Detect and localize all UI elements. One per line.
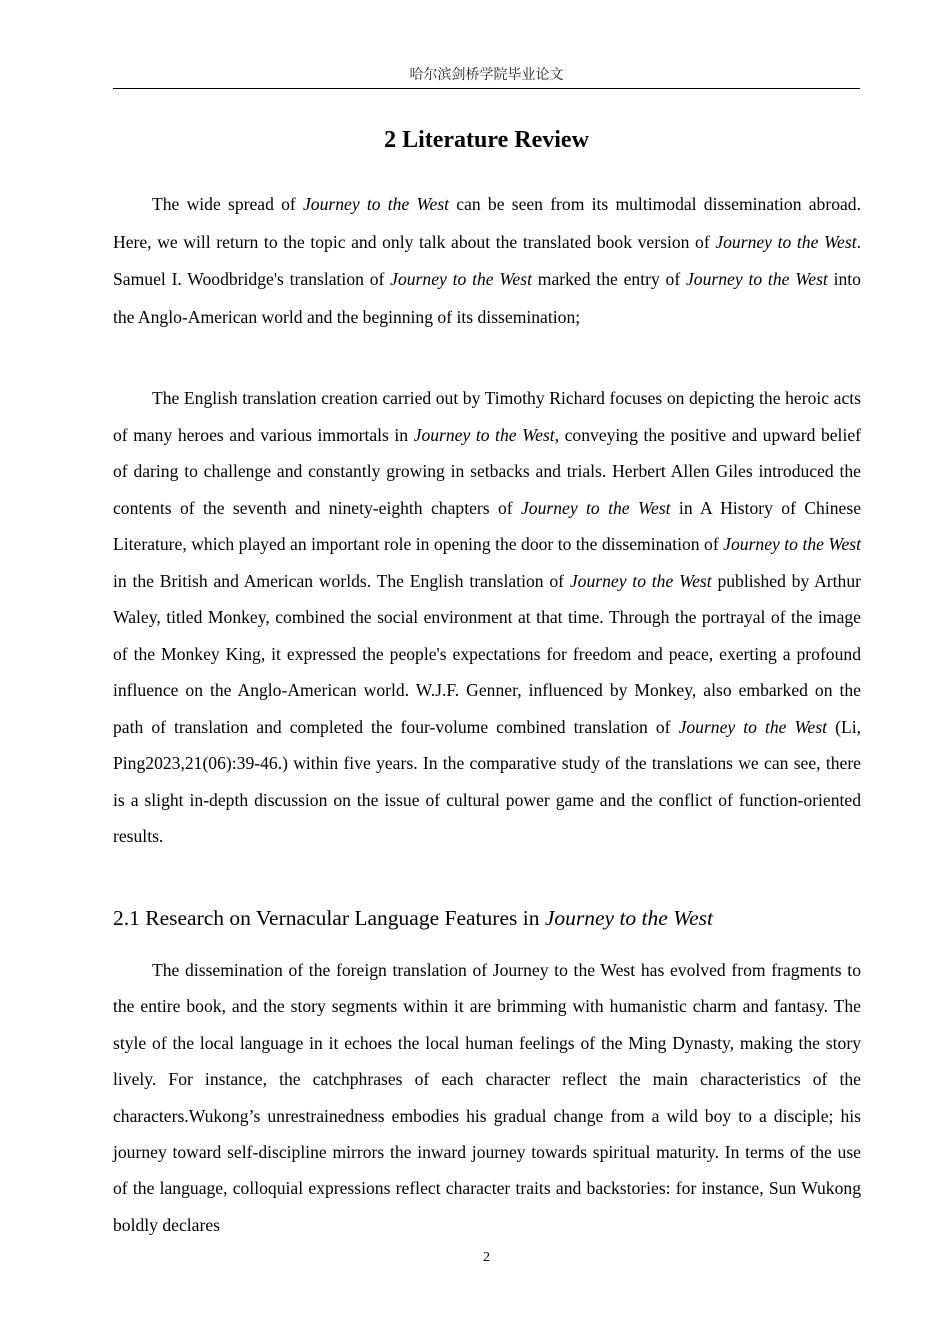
book-title: Journey to the West — [686, 269, 828, 289]
book-title: Journey to the West — [521, 497, 671, 518]
paragraph-translators — [113, 380, 861, 855]
page-number: 2 — [483, 1250, 490, 1265]
book-title: Journey to the West — [390, 269, 532, 289]
section-heading-text: 2.1 Research on Vernacular Language Features in — [113, 906, 545, 930]
section-heading — [113, 901, 861, 935]
header-divider — [113, 88, 860, 89]
text-run: marked the entry of — [531, 269, 686, 289]
chapter-title: 2 Literature Review — [384, 127, 589, 153]
book-title: Journey to the West — [544, 906, 714, 930]
text-run: (Li, Ping2023,21(06):39-46.) within five years. In the comparative study of the translations we can see, there is a slight in-depth discussion on the issue of cultural power game and the conflict of function-oriented results. — [113, 716, 861, 846]
text-run: in the British and American worlds. The English translation of — [113, 570, 570, 591]
text-run: published by Arthur Waley, titled Monkey, combined the social environment at that time. Through the portrayal of the image of the Monkey King, it expressed the people's expectations for freedom and peace, exerting a profound influence on the Anglo-American world. W.J.F. Genner, influenced by Monkey, also embarked on the path of translation and completed the four-volume combined translation of — [113, 570, 862, 737]
text-run: . Samuel I. Woodbridge's translation of — [113, 231, 862, 289]
text-run: , conveying the positive and upward belief of daring to challenge and constantly growing in setbacks and trials. Herbert Allen Giles introduced the contents of the seventh and ninety-eighth chapters of — [113, 424, 862, 518]
text-run: in A History of Chinese Literature, which played an important role in opening the door to the dissemination of — [113, 497, 861, 554]
running-header: 哈尔滨剑桥学院毕业论文 — [409, 68, 564, 83]
text-run: into the Anglo-American world and the beginning of its dissemination; — [113, 269, 861, 327]
book-title: Journey to the West — [569, 570, 712, 591]
paragraph-vernacular-features: The dissemination of the foreign translation of Journey to the West has evolved from fragments to the entire book, and the story segments within it are brimming with humanistic charm and fantasy. The style of the local language in it echoes the local human feelings of the Ming Dynasty, making the story lively. For instance, the catchphrases of each character reflect the main characteristics of the characters.Wukong’s unrestrainedness embodies his gradual change from a wild boy to a disciple; his journey toward self-discipline mirrors the inward journey towards spiritual maturity. In terms of the use of the language, colloquial expressions reflect character traits and backstories: for instance, Sun Wukong boldly declares — [113, 960, 861, 1235]
book-title: Journey to the West — [723, 534, 861, 554]
text-run: The English translation creation carried out by Timothy Richard focuses on depicting the heroic acts of many heroes and various immortals in — [113, 388, 861, 445]
book-title: Journey to the West — [715, 231, 857, 252]
paragraph-dissemination-intro — [113, 186, 861, 336]
text-run: The wide spread of — [152, 194, 303, 214]
text-run: can be seen from its multimodal dissemination abroad. Here, we will return to the topic and only talk about the translated book version of — [113, 194, 861, 252]
book-title: Journey to the West — [678, 716, 828, 737]
book-title: Journey to the West — [302, 194, 450, 214]
book-title: Journey to the West — [413, 424, 555, 445]
